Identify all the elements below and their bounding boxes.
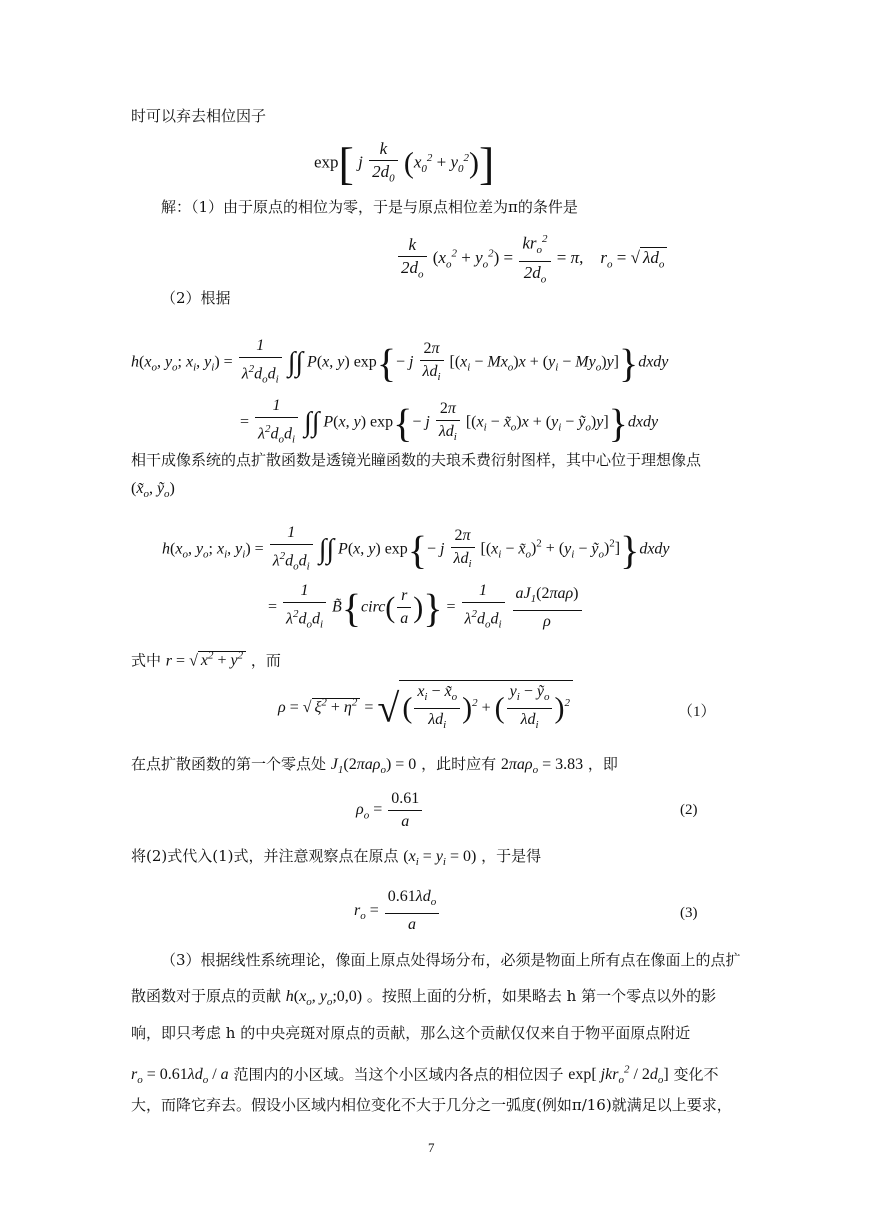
text-prefix: 在点扩散函数的第一个零点处	[131, 755, 327, 773]
text-mid: ，此时应有	[421, 755, 497, 773]
page-number: 7	[428, 1140, 435, 1155]
text-line: 散函数对于原点的贡献 $h(x_o$, $y_o;0,0$) 。按照上面的分析，如果略去 h 第一个零点以外的影	[131, 987, 717, 1009]
text-prefix: 式中	[131, 651, 162, 670]
equation-phase-factor: exp[ j $\frac{k}{2d_0}$ $(x_0^2 + y_0^2)$]	[314, 138, 495, 189]
equation-psf-bessel: = $\frac{1}{\lambda^2d_od_i}$ B̃{circ( $\frac{r}{a}$ )} = $\frac{1}{\lambda^2d_od_i}$ $\frac{aJ_1(2\pi a\rho)}{\rho}$	[268, 580, 584, 636]
text-line: $r_o = 0.61\lambda d_o / a$ 范围内的小区域。当这个小区域内各点的相位因子 exp[ $jkr_o^2 / 2d_o$] 变化不	[131, 1064, 719, 1087]
text-suffix: ，于是得	[481, 847, 542, 865]
text-suffix: ，即	[587, 755, 618, 773]
text-line: 响，即只考虑 h 的中央亮斑对原点的贡献，那么这个贡献仅仅来自于物平面原点附近	[131, 1024, 691, 1042]
text-suffix: ，而	[250, 651, 281, 670]
text-line: （2）根据	[161, 289, 231, 307]
text-line: 式中 r = √ $x^2 + y^2$ ，而	[131, 650, 281, 670]
ideal-image-point: ($x̃_o$, ỹ$_o$)	[131, 480, 175, 501]
text-suffix: 。按照上面的分析，如果略去 h 第一个零点以外的影	[366, 987, 717, 1005]
text-line: 解：（1）由于原点的相位为零，于是与原点相位差为π的条件是	[161, 198, 578, 216]
text-line: （3）根据线性系统理论，像面上原点处得场分布，必须是物面上所有点在像面上的点扩	[161, 951, 741, 969]
text-mid: 范围内的小区域。当这个小区域内各点的相位因子	[233, 1065, 564, 1084]
text-prefix: 散函数对于原点的贡献	[131, 987, 282, 1005]
text-line: 将(2)式代入(1)式，并注意观察点在原点 $(x_i = y_i = 0)$ ，于是得	[131, 847, 542, 869]
equation-r-o: $r_o$ = $\frac{0.61\lambda d_o}{a}$	[354, 886, 441, 936]
equation-pi-condition: $\frac{k}{2d_o}$ $(x_o^2 + y_o^2)$ = $\frac{kr_o^2}{2d_o}$ = π, $r_o$ = √ $\lambda d_o$	[396, 228, 667, 290]
text-line: 相干成像系统的点扩散函数是透镜光瞳函数的夫琅禾费衍射图样，其中心位于理想像点	[131, 451, 702, 469]
equation-psf-integral-2: = $\frac{1}{\lambda^2d_od_i}$ ∫∫ P(x, y) exp{− j $\frac{2\pi}{\lambda d_i}$ [($x_i$ − $x̃_o)x + (y_i$ − ỹ$_o$)y]}dxdy	[240, 397, 659, 446]
text-line: 大，而降它弃去。假设小区域内相位变化不大于几分之一弧度(例如π/16)就满足以上要求，	[131, 1096, 732, 1114]
equation-psf-integral-1: $h(x_o$, $y_o$; $x_i$, $y_i$) = $\frac{1}{\lambda^2d_od_i}$ ∫∫ P(x, y) exp{− j $\frac{2\pi}{\lambda d_i}$ [$(x_i - Mx_o)x + (y_i$ − $My_o)y]\}dxdy$	[131, 337, 669, 386]
equation-number: (3)	[680, 905, 698, 921]
equation-rho: ρ = √ $\xi^2 + \eta^2$ = √ ( $\frac{x_i - x̃_o}{\lambda d_i}$ )$^2$ + ( $\frac{y_i - ỹ_o}{\lambda d_i}$ )$^2$	[278, 680, 573, 736]
text-line: 在点扩散函数的第一个零点处 $J_1(2\pi a\rho_o) = 0$ ，此时应有 2πaρ$_o$ = 3.83 ，即	[131, 755, 618, 777]
first-zero-value: 3.83	[555, 756, 584, 773]
equation-number: (2)	[680, 802, 698, 818]
equation-rho-o: $\rho_o$ = $\frac{0.61}{a}$	[356, 788, 424, 833]
text-line: 时可以弃去相位因子	[131, 107, 267, 125]
text-prefix: 将(2)式代入(1)式，并注意观察点在原点	[131, 847, 399, 865]
equation-number: （1）	[678, 704, 716, 720]
text-suffix: 变化不	[673, 1065, 719, 1084]
coef-value: 0.61	[388, 788, 422, 811]
equation-psf-integral-3: $h(x_o$, $y_o$; $x_i$, $y_i$) = $\frac{1}{\lambda^2d_od_i}$ ∫∫ P(x, y) exp{− j $\frac{2\pi}{\lambda d_i}$ [($x_i$ − $x̃_o)^2 + (y_i$ − ỹ$_o$)$^2$]}dxdy	[162, 524, 670, 573]
